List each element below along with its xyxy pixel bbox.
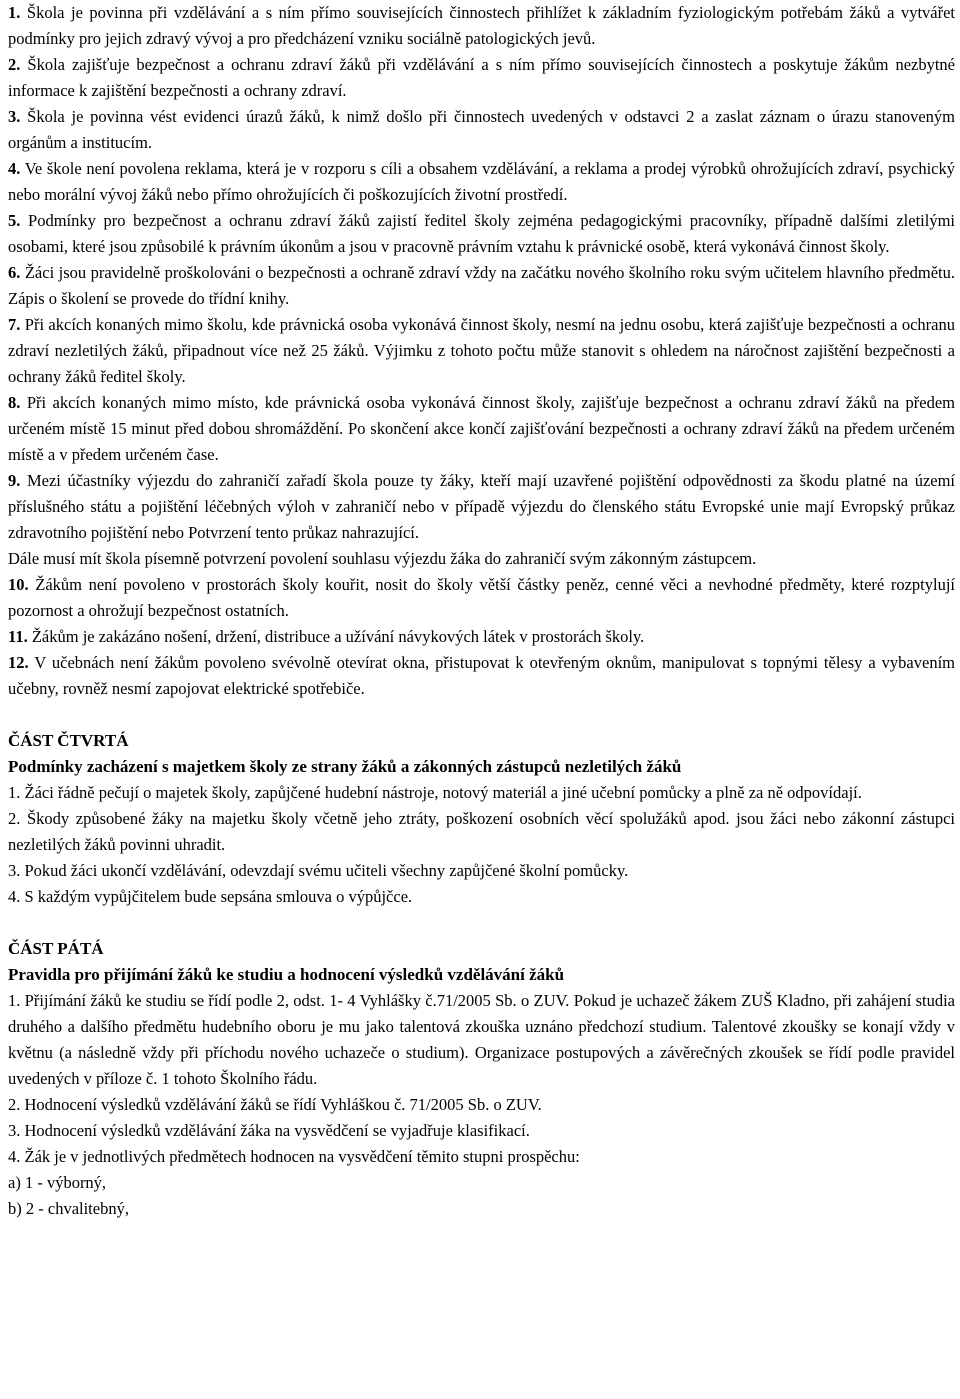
section-title: ČÁST PÁTÁ: [8, 939, 104, 958]
section4-item-2: 2. Škody způsobené žáky na majetku školy včetně jeho ztráty, poškození osobních věcí spolužáků apod. jsou žáci nebo zákonní zástupci nezletilých žáků povinni uhradit.: [8, 809, 955, 854]
paragraph-5: 5. Podmínky pro bezpečnost a ochranu zdraví žáků zajistí ředitel školy zejména pedagogickými pracovníky, případně dalšími zletilými osobami, které jsou způsobilé k právním úkonům a jsou v pracovně právním vztahu k právnické osobě, která vykonává činnost školy.: [8, 211, 955, 256]
section5-item-2: 2. Hodnocení výsledků vzdělávání žáků se řídí Vyhláškou č. 71/2005 Sb. o ZUV.: [8, 1095, 542, 1114]
top-items: [8, 0, 955, 702]
paragraph-11: 11. Žákům je zakázáno nošení, držení, distribuce a užívání návykových látek v prostorách školy.: [8, 627, 645, 646]
paragraph-9: 9. Mezi účastníky výjezdu do zahraničí zařadí škola pouze ty žáky, kteří mají uzavřené pojištění odpovědnosti za škodu platné na území příslušného státu a pojištění léčebných výloh v zahraničí nebo v případě výjezdu do členského státu Evropské unie mají Evropský průkaz zdravotního pojištění nebo Potvrzení tento průkaz nahrazující.: [8, 471, 956, 542]
section-spacer: [8, 910, 955, 936]
section4-item-1: 1. Žáci řádně pečují o majetek školy, zapůjčené hudební nástroje, notový materiál a jiné učební pomůcky a plně za ně odpovídají.: [8, 783, 862, 802]
section4-item-4: 4. S každým vypůjčitelem bude sepsána smlouva o výpůjčce.: [8, 887, 413, 906]
section5-item-3: 3. Hodnocení výsledků vzdělávání žáka na vysvědčení se vyjadřuje klasifikací.: [8, 1121, 530, 1140]
paragraph-3: 3. Škola je povinna vést evidenci úrazů žáků, k nimž došlo při činnostech uvedených v odstavci 2 a zaslat záznam o úrazu stanoveným orgánům a institucím.: [8, 107, 956, 152]
paragraph-10: 10. Žákům není povoleno v prostorách školy kouřit, nosit do školy větší částky peněz, cenné věci a nevhodné předměty, které rozptylují pozornost a ohrožují bezpečnost ostatních.: [8, 575, 955, 620]
paragraph-4: 4. Ve škole není povolena reklama, která je v rozporu s cíli a obsahem vzdělávání, a reklama a prodej výrobků ohrožujících zdraví, psychický nebo morální vývoj žáků nebo přímo ohrožujících či poškozujících životní prostředí.: [8, 159, 955, 204]
section4-item-3: 3. Pokud žáci ukončí vzdělávání, odevzdají svému učiteli všechny zapůjčené školní pomůcky.: [8, 861, 629, 880]
paragraph-9-continued: Dále musí mít škola písemně potvrzení povolení souhlasu výjezdu žáka do zahraničí svým zákonným zástupcem.: [8, 549, 757, 568]
paragraph-1: 1. Škola je povinna při vzdělávání a s ním přímo souvisejících činnostech přihlížet k základním fyziologickým potřebám žáků a vytvářet podmínky pro jejich zdravý vývoj a pro předcházení vzniku sociálně patologických jevů.: [8, 3, 956, 48]
section-subtitle: Podmínky zacházení s majetkem školy ze strany žáků a zákonných zástupců nezletilých žáků: [8, 757, 682, 776]
section5-item-1: 1. Přijímání žáků ke studiu se řídí podle 2, odst. 1- 4 Vyhlášky č.71/2005 Sb. o ZUV. Pokud je uchazeč žákem ZUŠ Kladno, při zahájení studia druhého a dalšího předmětu hudebního oboru je mu jako talentová zkouška uznáno předchozí studium. Talentové zkoušky se konají vždy v květnu (a následně vždy při příchodu nového uchazeče o studium). Organizace postupových a závěrečných zkoušek se řídí podle pravidel uvedených v příloze č. 1 tohoto Školního řádu.: [8, 991, 955, 1088]
section-pata: [8, 936, 955, 1222]
paragraph-2: 2. Škola zajišťuje bezpečnost a ochranu zdraví žáků při vzdělávání a s ním přímo souvisejících činnostech a poskytuje žákům nezbytné informace k zajištění bezpečnosti a ochrany zdraví.: [8, 55, 956, 100]
paragraph-7: 7. Při akcích konaných mimo školu, kde právnická osoba vykonává činnost školy, nesmí na jednu osobu, která zajišťuje bezpečnosti a ochranu zdraví nezletilých žáků, připadnout více než 25 žáků. Výjimku z tohoto počtu může stanovit s ohledem na náročnost zajištění bezpečnosti a ochrany žáků ředitel školy.: [8, 315, 956, 386]
section-spacer: [8, 702, 955, 728]
paragraph-12: 12. V učebnách není žákům povoleno svévolně otevírat okna, přistupovat k otevřeným oknům, manipulovat s topnými tělesy a vybavením učebny, rovněž nesmí zapojovat elektrické spotřebiče.: [8, 653, 956, 698]
paragraph-8: 8. Při akcích konaných mimo místo, kde právnická osoba vykonává činnost školy, zajišťuje bezpečnost a ochranu zdraví žáků na předem určeném místě 15 minut před dobou shromáždění. Po skončení akce končí zajišťování bezpečnosti a ochrany zdraví žáků na předem určeném místě a v předem určeném čase.: [8, 393, 955, 464]
section-title: ČÁST ČTVRTÁ: [8, 731, 129, 750]
grade-item-b: b) 2 - chvalitebný,: [8, 1199, 129, 1218]
section-subtitle: Pravidla pro přijímání žáků ke studiu a hodnocení výsledků vzdělávání žáků: [8, 965, 565, 984]
paragraph-6: 6. Žáci jsou pravidelně proškolováni o bezpečnosti a ochraně zdraví vždy na začátku nového školního roku svým učitelem hlavního předmětu. Zápis o školení se provede do třídní knihy.: [8, 263, 956, 308]
section-ctvrta: [8, 728, 955, 910]
grade-item-a: a) 1 - výborný,: [8, 1173, 107, 1192]
section5-item-4: 4. Žák je v jednotlivých předmětech hodnocen na vysvědčení těmito stupni prospěchu:: [8, 1147, 580, 1166]
